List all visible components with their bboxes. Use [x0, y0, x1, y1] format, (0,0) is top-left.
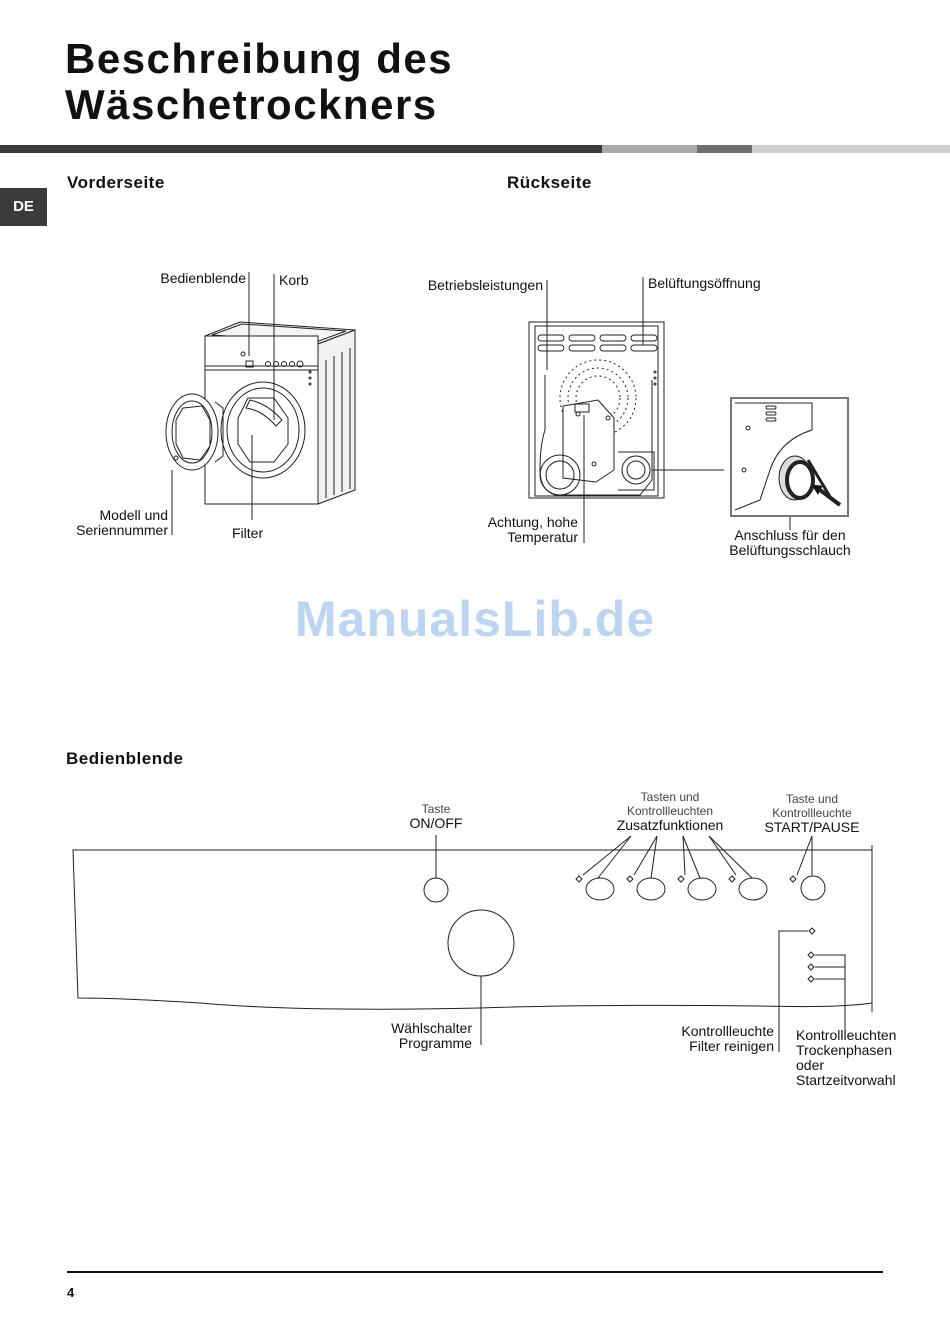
label-waehlschalter-line1: Wählschalter [391, 1020, 472, 1036]
page-title-line1: Beschreibung des [65, 35, 454, 82]
label-taste-on-off [386, 802, 486, 831]
label-trockenphasen [796, 1028, 936, 1088]
vent-hose-detail [731, 398, 848, 516]
label-phasen-line2: Trockenphasen [796, 1042, 892, 1058]
label-achtung-line1: Achtung, hohe [487, 514, 578, 530]
label-betriebsleistungen: Betriebsleistungen [427, 277, 543, 293]
label-modell-line2: Seriennummer [76, 522, 168, 538]
section-back-heading: Rückseite [507, 173, 592, 192]
label-kontrollleuchte-top: Kontrollleuchte [772, 806, 852, 820]
page-title-line2: Wäschetrockners [65, 81, 438, 128]
label-anschluss-line1: Anschluss für den [734, 527, 846, 543]
section-front-heading: Vorderseite [67, 173, 165, 192]
label-taste-und: Taste und [785, 792, 839, 806]
label-zusatzfunktionen-text: Zusatzfunktionen [616, 817, 724, 833]
section-panel-heading: Bedienblende [66, 749, 184, 768]
label-waehlschalter-line2: Programme [398, 1035, 472, 1051]
label-modell-line1: Modell und [99, 507, 168, 523]
page-number: 4 [67, 1285, 75, 1300]
dryer-back-illustration [529, 322, 664, 498]
watermark: ManualsLib.de [294, 591, 656, 647]
footer-rule [67, 1271, 883, 1273]
label-belueftungsoeffnung: Belüftungsöffnung [648, 275, 761, 291]
label-zusatzfunktionen [595, 790, 745, 833]
label-anschluss-line2: Belüftungsschlauch [729, 542, 851, 558]
label-tasten-und: Tasten und [640, 790, 700, 804]
label-filter-line1: Kontrollleuchte [681, 1023, 774, 1039]
label-anschluss-belueftungsschlauch [710, 528, 870, 558]
label-taste: Taste [421, 802, 451, 816]
label-phasen-line3: oder [796, 1057, 825, 1073]
language-tab: DE [0, 188, 47, 226]
label-achtung-line2: Temperatur [507, 529, 578, 545]
label-start-pause [747, 792, 877, 835]
label-filter-line2: Filter reinigen [689, 1038, 774, 1054]
label-on-off: ON/OFF [409, 815, 463, 831]
label-korb: Korb [279, 272, 309, 288]
label-phasen-line4: Startzeitvorwahl [796, 1072, 896, 1088]
label-start-pause-text: START/PAUSE [764, 819, 860, 835]
label-filter: Filter [232, 525, 264, 541]
label-phasen-line1: Kontrollleuchten [796, 1027, 897, 1043]
label-filter-reinigen [640, 1024, 774, 1054]
label-bedienblende: Bedienblende [160, 270, 246, 286]
label-kontrollleuchten-top: Kontrollleuchten [626, 804, 714, 818]
control-panel-illustration [73, 845, 872, 1012]
label-modell-seriennummer [40, 508, 168, 538]
label-achtung-hohe-temperatur [450, 515, 578, 545]
label-waehlschalter-programme [352, 1021, 472, 1051]
dryer-front-illustration [166, 322, 355, 504]
